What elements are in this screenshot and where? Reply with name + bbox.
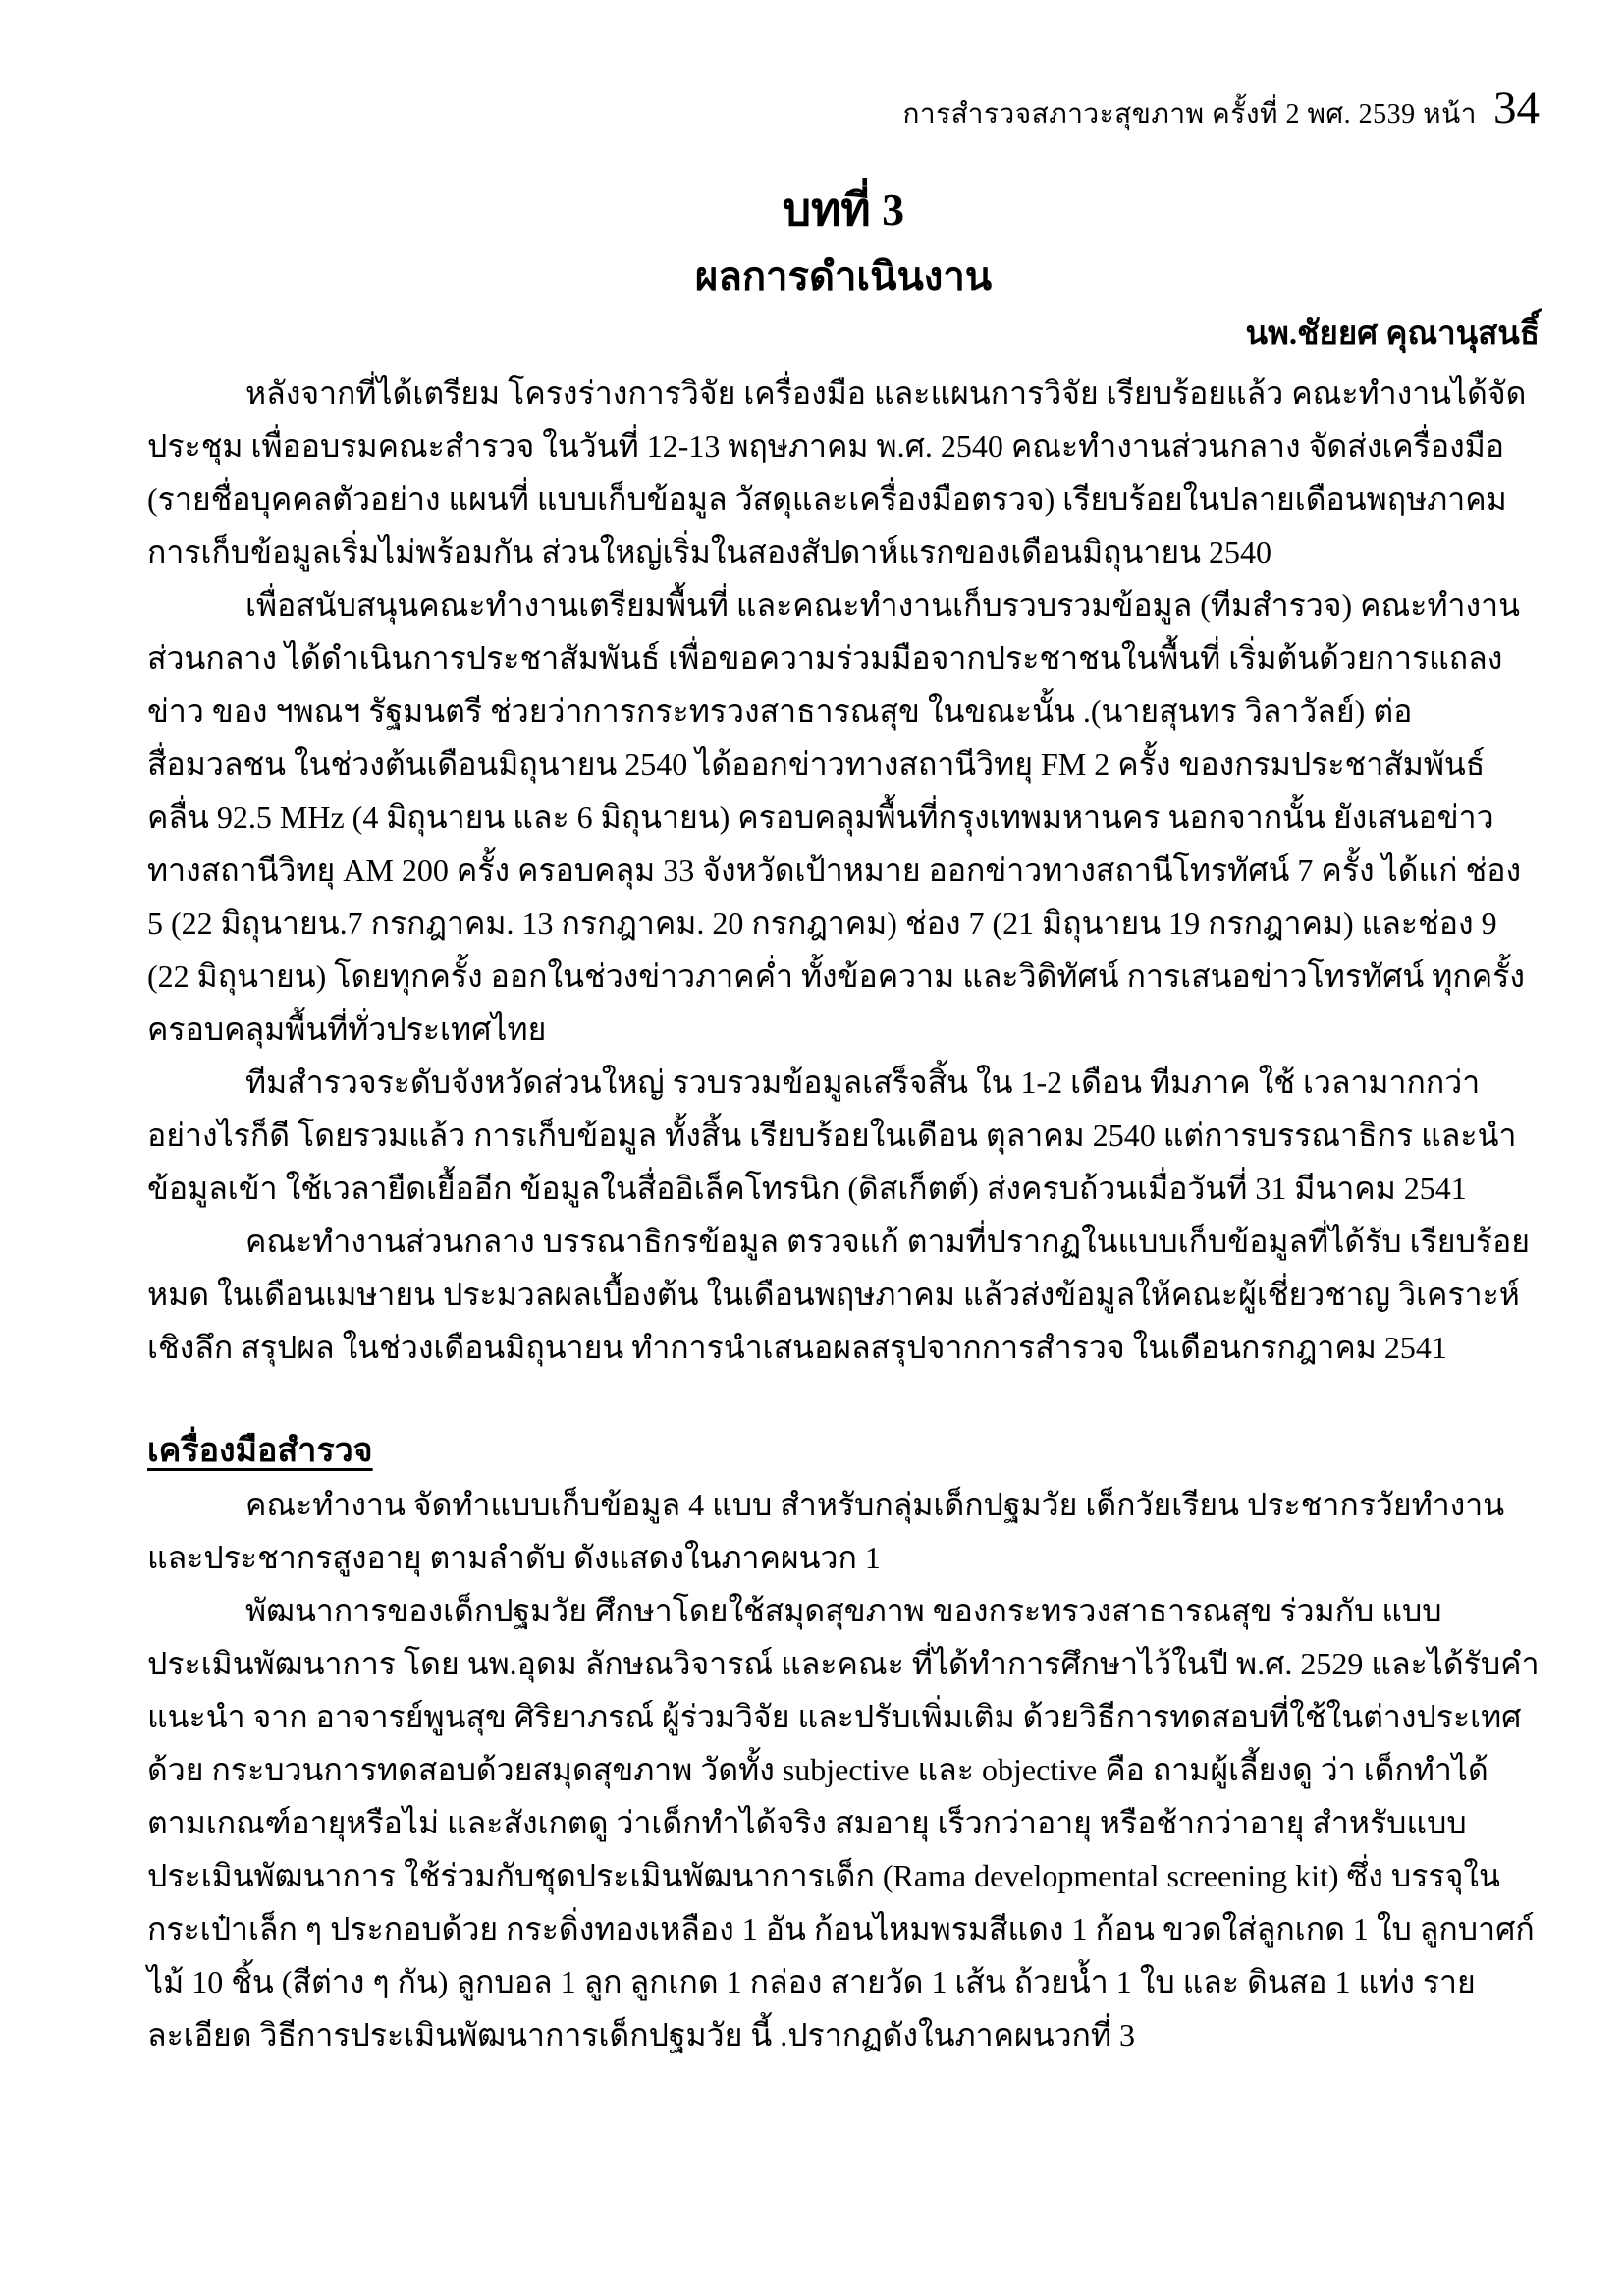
section-heading-text: เครื่องมือสำรวจ <box>147 1433 373 1469</box>
paragraph-preparation: หลังจากที่ได้เตรียม โครงร่างการวิจัย เครื่องมือ และแผนการวิจัย เรียบร้อยแล้ว คณะทำงานได้จัดประชุม เพื่ออบรมคณะสำรวจ ในวันที่ 12-13 พฤษภาคม พ.ศ. 2540 คณะทำงานส่วนกลาง จัดส่งเครื่องมือ (รายชื่อบุคคลตัวอย่าง แผนที่ แบบเก็บข้อมูล วัสดุและเครื่องมือตรวจ) เรียบร้อยในปลายเดือนพฤษภาคม การเก็บข้อมูลเริ่มไม่พร้อมกัน ส่วนใหญ่เริ่มในสองสัปดาห์แรกของเดือนมิถุนายน 2540 <box>147 375 1527 570</box>
running-header-text: การสำรวจสภาวะสุขภาพ ครั้งที่ 2 พศ. 2539 หน้า <box>902 99 1477 130</box>
paragraph-child-development-tools: พัฒนาการของเด็กปฐมวัย ศึกษาโดยใช้สมุดสุขภาพ ของกระทรวงสาธารณสุข ร่วมกับ แบบประเมินพัฒนาการ โดย นพ.อุดม ลักษณวิจารณ์ และคณะ ที่ได้ทำการศึกษาไว้ในปี พ.ศ. 2529 และได้รับคำแนะนำ จาก อาจารย์พูนสุข ศิริยาภรณ์ ผู้ร่วมวิจัย และปรับเพิ่มเติม ด้วยวิธีการทดสอบที่ใช้ในต่างประเทศด้วย กระบวนการทดสอบด้วยสมุดสุขภาพ วัดทั้ง subjective และ objective คือ ถามผู้เลี้ยงดู ว่า เด็กทำได้ตามเกณฑ์อายุหรือไม่ และสังเกตดู ว่าเด็กทำได้จริง สมอายุ เร็วกว่าอายุ หรือช้ากว่าอายุ สำหรับแบบประเมินพัฒนาการ ใช้ร่วมกับชุดประเมินพัฒนาการเด็ก (Rama developmental screening kit) ซึ่ง บรรจุในกระเป๋าเล็ก ๆ ประกอบด้วย กระดิ่งทองเหลือง 1 อัน ก้อนไหมพรมสีแดง 1 ก้อน ขวดใส่ลูกเกด 1 ใบ ลูกบาศก์ไม้ 10 ชิ้น (สีต่าง ๆ กัน) ลูกบอล 1 ลูก ลูกเกด 1 กล่อง สายวัด 1 เส้น ถ้วยน้ำ 1 ใบ และ ดินสอ 1 แท่ง รายละเอียด วิธีการประเมินพัฒนาการเด็กปฐมวัย นี้ .ปรากฏดังในภาคผนวกที่ 3 <box>147 1593 1540 2052</box>
author-byline: นพ.ชัยยศ คุณานุสนธิ์ <box>1245 316 1540 352</box>
paragraph-survey-forms: คณะทำงาน จัดทำแบบเก็บข้อมูล 4 แบบ สำหรับกลุ่มเด็กปฐมวัย เด็กวัยเรียน ประชากรวัยทำงาน และประชากรสูงอายุ ตามลำดับ ดังแสดงในภาคผนวก 1 <box>147 1487 1505 1575</box>
page-number: 34 <box>1493 82 1540 134</box>
chapter-title: บทที่ 3 <box>782 185 905 235</box>
running-header <box>147 82 1540 137</box>
paragraph-public-relations: เพื่อสนับสนุนคณะทำงานเตรียมพื้นที่ และคณะทำงานเก็บรวบรวมข้อมูล (ทีมสำรวจ) คณะทำงานส่วนกลาง ได้ดำเนินการประชาสัมพันธ์ เพื่อขอความร่วมมือจากประชาชนในพื้นที่ เริ่มต้นด้วยการแถลงข่าว ของ ฯพณฯ รัฐมนตรี ช่วยว่าการกระทรวงสาธารณสุข ในขณะนั้น .(นายสุนทร วิลาวัลย์) ต่อสื่อมวลชน ในช่วงต้นเดือนมิถุนายน 2540 ได้ออกข่าวทางสถานีวิทยุ FM 2 ครั้ง ของกรมประชาสัมพันธ์ คลื่น 92.5 MHz (4 มิถุนายน และ 6 มิถุนายน) ครอบคลุมพื้นที่กรุงเทพมหานคร นอกจากนั้น ยังเสนอข่าว ทางสถานีวิทยุ AM 200 ครั้ง ครอบคลุม 33 จังหวัดเป้าหมาย ออกข่าวทางสถานีโทรทัศน์ 7 ครั้ง ได้แก่ ช่อง 5 (22 มิถุนายน.7 กรกฎาคม. 13 กรกฎาคม. 20 กรกฎาคม) ช่อง 7 (21 มิถุนายน 19 กรกฎาคม) และช่อง 9 (22 มิถุนายน) โดยทุกครั้ง ออกในช่วงข่าวภาคค่ำ ทั้งข้อความ และวิดิทัศน์ การเสนอข่าวโทรทัศน์ ทุกครั้ง ครอบคลุมพื้นที่ทั่วประเทศไทย <box>147 587 1525 1047</box>
section-heading-survey-tools <box>147 1425 1540 1478</box>
chapter-subtitle: ผลการดำเนินงาน <box>694 254 993 299</box>
paragraph-data-collection: ทีมสำรวจระดับจังหวัดส่วนใหญ่ รวบรวมข้อมูลเสร็จสิ้น ใน 1-2 เดือน ทีมภาค ใช้ เวลามากกว่า อย่างไรก็ดี โดยรวมแล้ว การเก็บข้อมูล ทั้งสิ้น เรียบร้อยในเดือน ตุลาคม 2540 แต่การบรรณาธิกร และนำข้อมูลเข้า ใช้เวลายืดเยื้ออีก ข้อมูลในสื่ออิเล็คโทรนิก (ดิสเก็ตต์) ส่งครบถ้วนเมื่อวันที่ 31 มีนาคม 2541 <box>147 1065 1517 1206</box>
paragraph-data-editing: คณะทำงานส่วนกลาง บรรณาธิกรข้อมูล ตรวจแก้ ตามที่ปรากฏในแบบเก็บข้อมูลที่ได้รับ เรียบร้อยหมด ในเดือนเมษายน ประมวลผลเบื้องต้น ในเดือนพฤษภาคม แล้วส่งข้อมูลให้คณะผู้เชี่ยวชาญ วิเคราะห์ เชิงลึก สรุปผล ในช่วงเดือนมิถุนายน ทำการนำเสนอผลสรุปจากการสำรวจ ในเดือนกรกฎาคม 2541 <box>147 1224 1530 1365</box>
